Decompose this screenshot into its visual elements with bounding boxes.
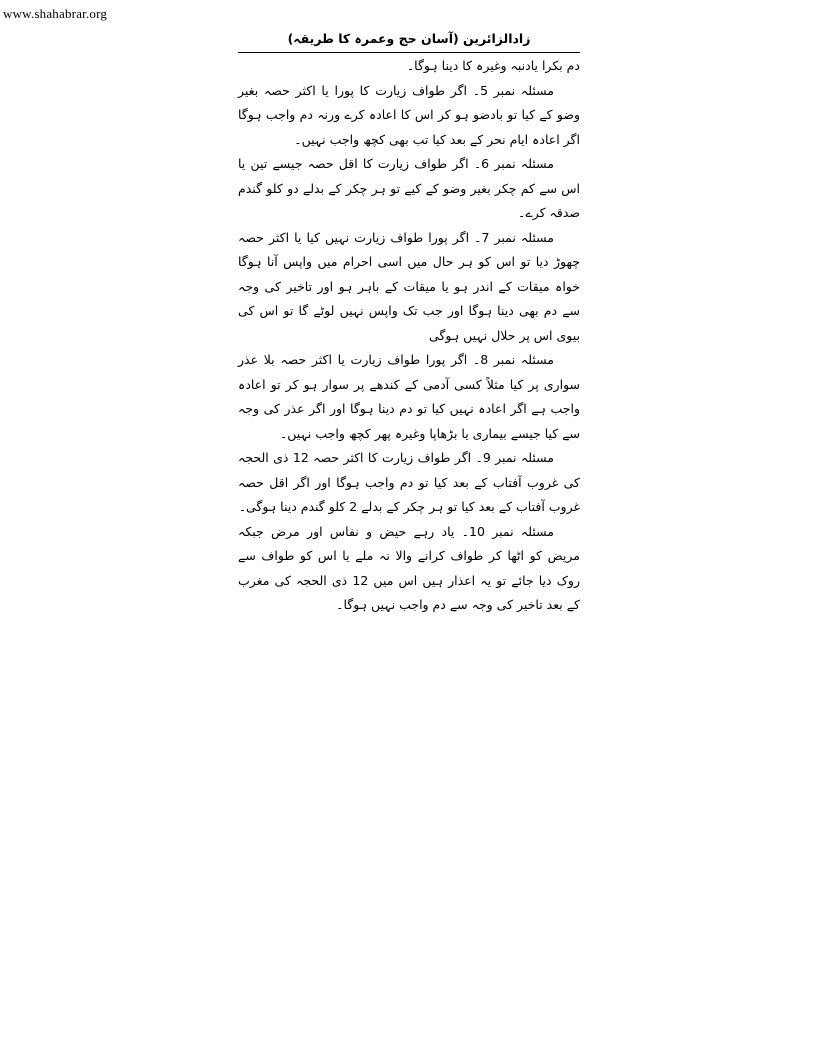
page-header-title: زادالزائرین (آسان حج وعمرہ کا طریقہ) (287, 31, 531, 46)
paragraph-masala-6: مسئلہ نمبر 6۔ اگر طواف زیارت کا اقل حصہ جیسے تین یا اس سے کم چکر بغیر وضو کے کیے تو ہر چکر کے بدلے دو کلو گندم صدقہ کرے۔ (238, 156, 580, 220)
paragraph-masala-9: مسئلہ نمبر 9۔ اگر طواف زیارت کا اکثر حصہ 12 ذی الحجہ کی غروب آفتاب کے بعد کیا تو دم واجب ہوگا اور اگر اقل حصہ غروب آفتاب کے بعد کیا تو ہر چکر کے بدلے 2 کلو گندم دینا ہوگی۔ (238, 450, 580, 514)
header-divider (238, 52, 580, 53)
paragraph-masala-5: مسئلہ نمبر 5۔ اگر طواف زیارت کا پورا یا اکثر حصہ بغیر وضو کے کیا تو بادضو ہو کر اس کا اعادہ کرے ورنہ دم واجب ہوگا اگر اعادہ ایام نحر کے بعد کیا تب بھی کچھ واجب نہیں۔ (238, 82, 580, 147)
site-url: www.shahabrar.org (3, 6, 108, 21)
paragraph-masala-10: مسئلہ نمبر 10۔ یاد رہے حیض و نفاس اور مرض جبکہ مریض کو اٹھا کر طواف کرانے والا نہ ملے یا اس کو طواف سے روک دیا جائے تو یہ اعذار ہیں اس میں 12 ذی الحجہ کی مغرب کے بعد تاخیر کی وجہ سے دم واجب نہیں ہوگا۔ (238, 523, 580, 612)
paragraph-masala-8: مسئلہ نمبر 8۔ اگر پورا طواف زیارت یا اکثر حصہ بلا عذر سواری پر کیا مثلاً کسی آدمی کے کندھے پر سوار ہو کر تو اعادہ واجب ہے اگر اعادہ نہیں کیا تو دم دینا ہوگا اور اگر عذر کی وجہ سے کیا جیسے بیماری یا بڑھاپا وغیرہ پھر کچھ واجب نہیں۔ (238, 352, 580, 441)
document-body (238, 54, 580, 618)
paragraph-masala-7: مسئلہ نمبر 7۔ اگر پورا طواف زیارت نہیں کیا یا اکثر حصہ چھوڑ دیا تو اس کو ہر حال میں اسی احرام میں واپس آنا ہوگا خواہ میقات کے اندر ہو یا میقات کے باہر ہو اور تاخیر کی وجہ سے دم بھی دینا ہوگا اور جب تک واپس نہیں لوٹے گا تو اس کی بیوی اس پر حلال نہیں ہوگی (238, 229, 580, 343)
paragraph-continuation: دم بکرا یادنبہ وغیرہ کا دینا ہوگا۔ (406, 58, 580, 73)
